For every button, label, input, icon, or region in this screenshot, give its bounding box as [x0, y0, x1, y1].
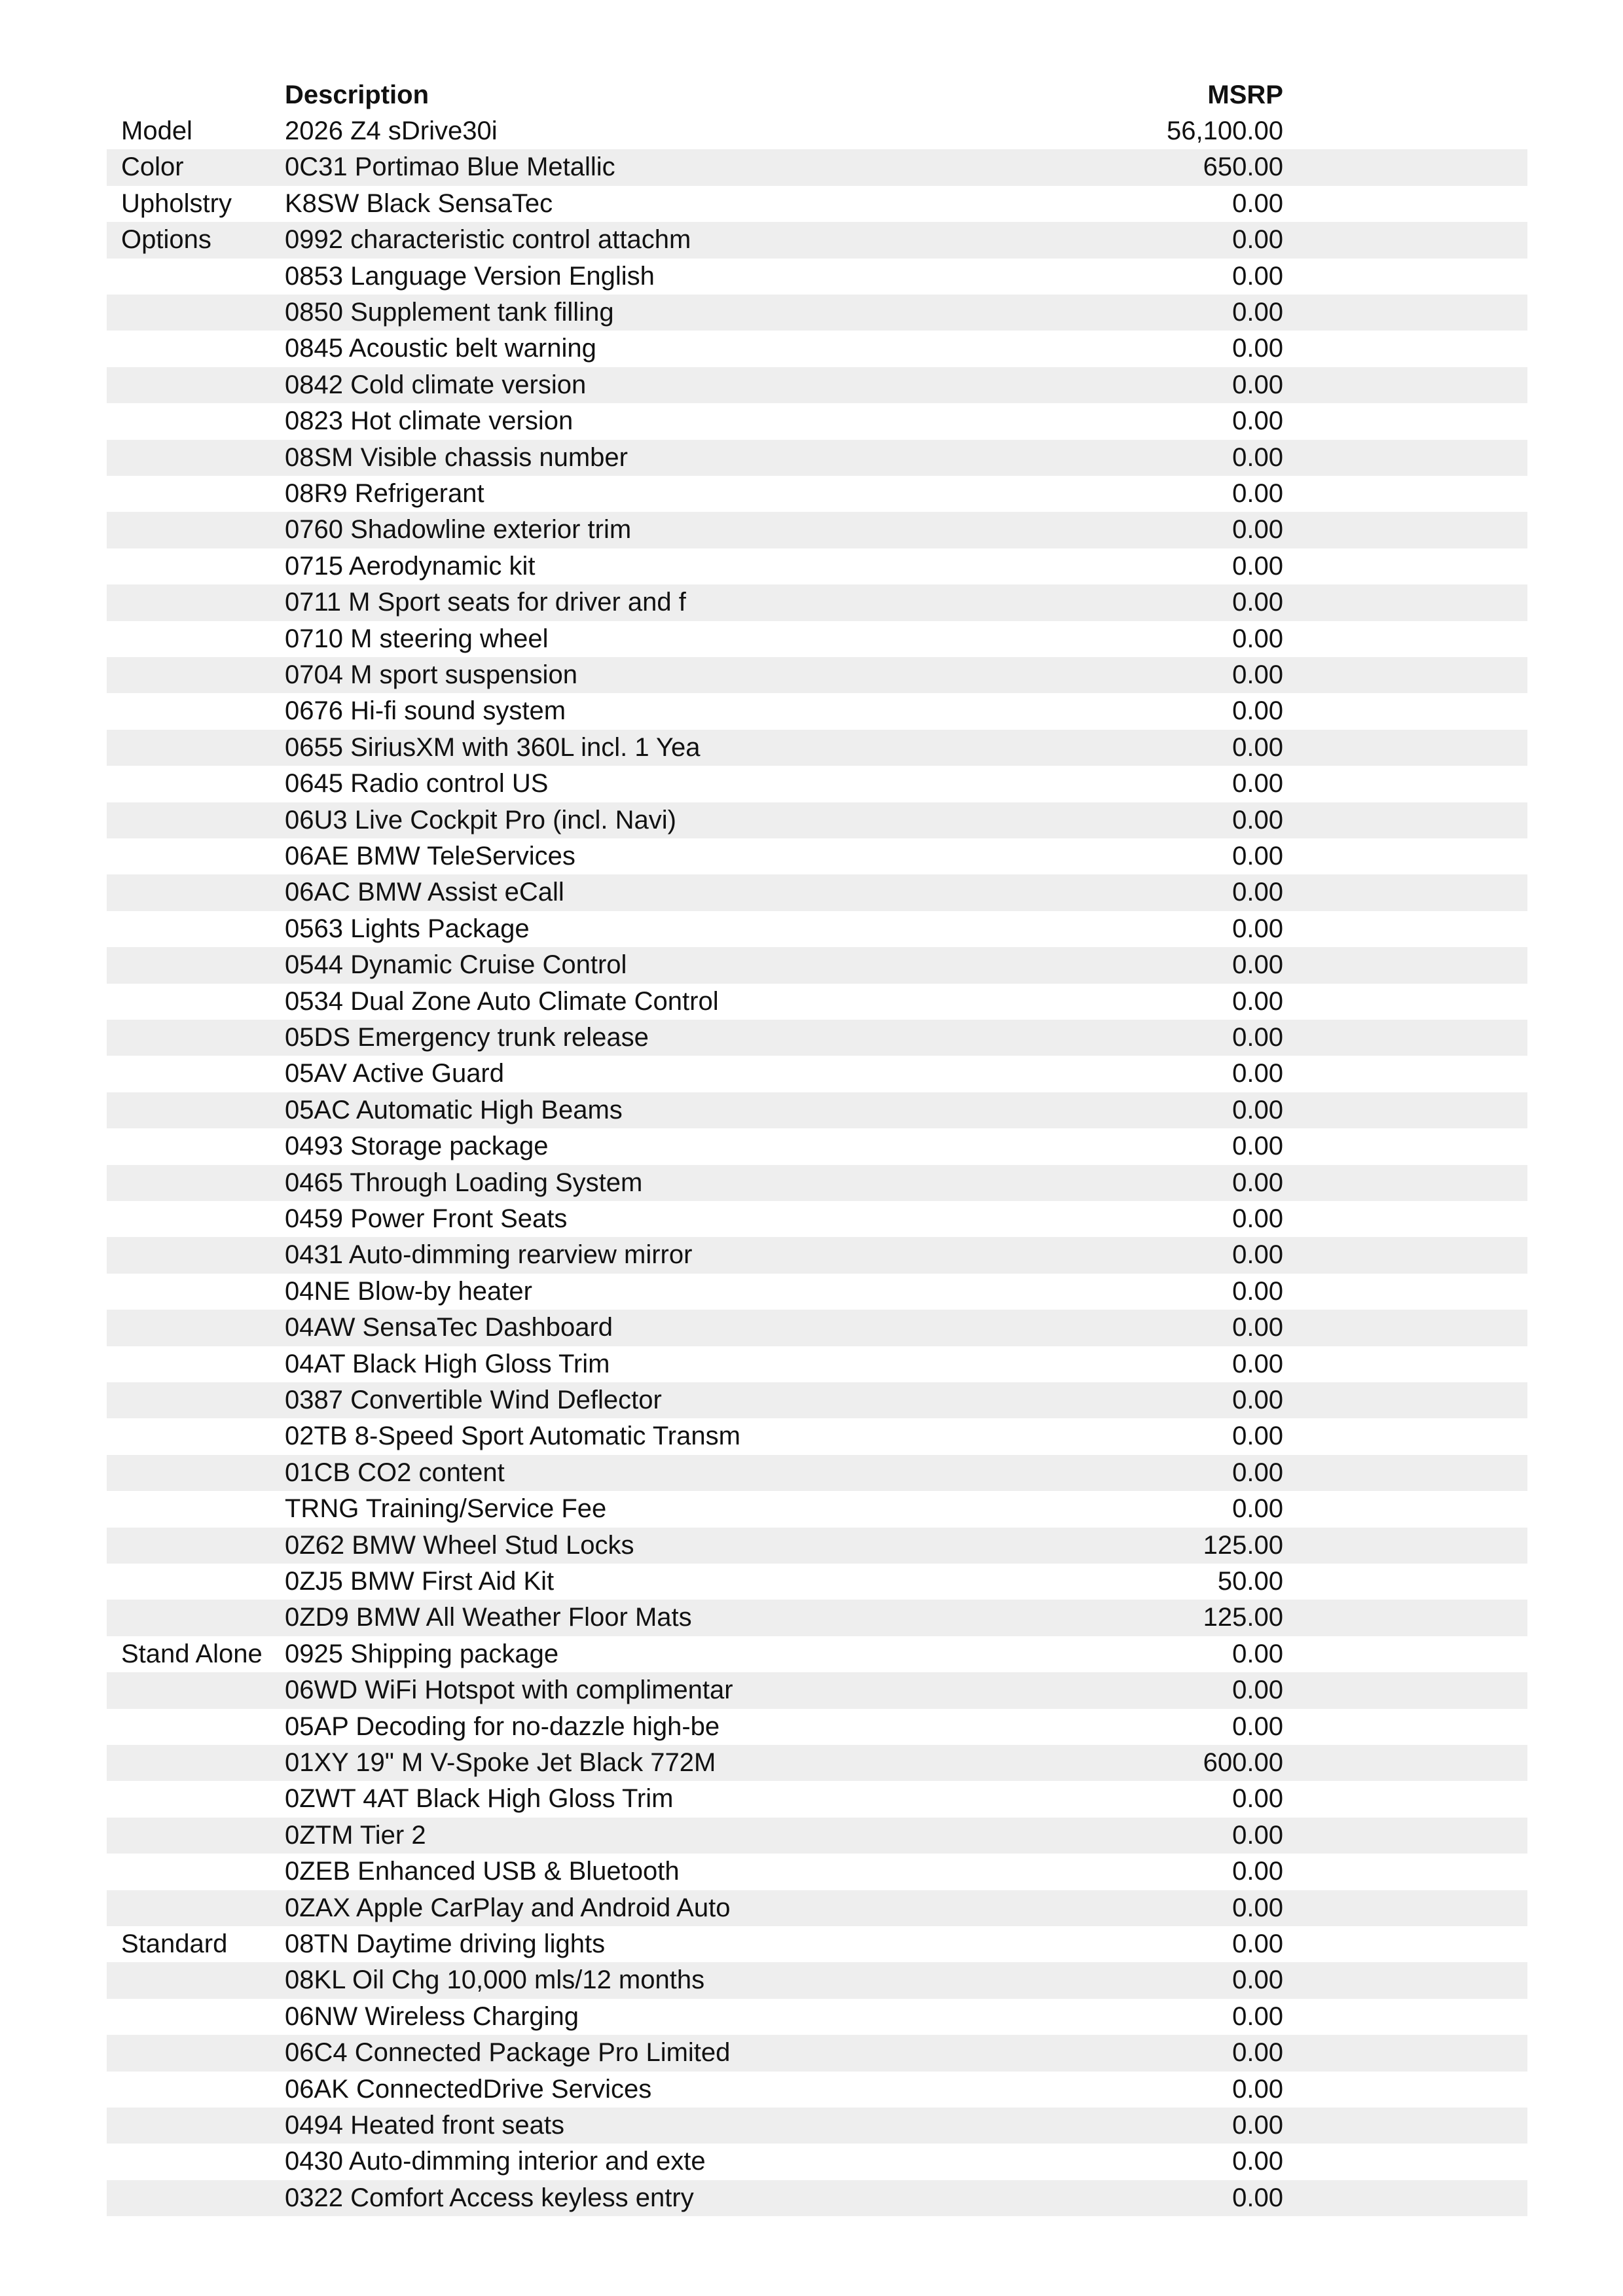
row-description: 05AP Decoding for no-dazzle high-be — [285, 1712, 720, 1741]
table-row — [107, 259, 1527, 295]
row-description: 06NW Wireless Charging — [285, 2001, 579, 2031]
row-description: 05AC Automatic High Beams — [285, 1095, 623, 1124]
row-description: 06AC BMW Assist eCall — [285, 878, 564, 907]
row-msrp: 0.00 — [1232, 842, 1283, 870]
row-msrp: 0.00 — [1232, 225, 1283, 255]
row-description: 05AV Active Guard — [285, 1059, 504, 1088]
table-row — [107, 911, 1527, 947]
row-msrp: 0.00 — [1232, 551, 1283, 581]
row-msrp: 0.00 — [1232, 1857, 1283, 1886]
row-msrp: 0.00 — [1232, 1676, 1283, 1705]
row-msrp: 0.00 — [1232, 1313, 1283, 1342]
table-row — [107, 186, 1527, 222]
table-row — [107, 1310, 1527, 1346]
table-row — [107, 766, 1527, 802]
table-row — [107, 476, 1527, 512]
row-description: 0992 characteristic control attachm — [285, 225, 691, 255]
row-description: 08SM Visible chassis number — [285, 442, 628, 472]
table-row — [107, 1890, 1527, 1926]
row-description: 0676 Hi-fi sound system — [285, 696, 566, 726]
row-msrp: 0.00 — [1232, 515, 1283, 545]
row-msrp: 0.00 — [1232, 406, 1283, 436]
row-msrp: 0.00 — [1232, 1386, 1283, 1414]
row-description: 06AE BMW TeleServices — [285, 842, 575, 870]
row-description: 0ZEB Enhanced USB & Bluetooth — [285, 1857, 680, 1886]
description-header: Description — [285, 81, 429, 109]
row-msrp: 0.00 — [1232, 1349, 1283, 1378]
row-description: 0655 SiriusXM with 360L incl. 1 Yea — [285, 732, 701, 762]
row-msrp: 0.00 — [1232, 769, 1283, 798]
row-msrp: 0.00 — [1232, 624, 1283, 653]
table-row — [107, 331, 1527, 367]
row-category: Model — [121, 117, 192, 145]
table-row — [107, 149, 1527, 185]
row-msrp: 0.00 — [1232, 2038, 1283, 2068]
table-row — [107, 947, 1527, 983]
table-row — [107, 1636, 1527, 1672]
row-msrp: 50.00 — [1217, 1567, 1283, 1596]
row-description: 0715 Aerodynamic kit — [285, 551, 536, 581]
row-description: 0563 Lights Package — [285, 914, 530, 943]
table-row — [107, 1382, 1527, 1418]
table-row — [107, 1020, 1527, 1056]
row-description: 01CB CO2 content — [285, 1458, 505, 1487]
row-msrp: 0.00 — [1232, 1929, 1283, 1958]
table-row — [107, 1056, 1527, 1092]
row-msrp: 0.00 — [1232, 588, 1283, 617]
table-row — [107, 113, 1527, 149]
row-description: K8SW Black SensaTec — [285, 188, 553, 218]
row-description: 0Z62 BMW Wheel Stud Locks — [285, 1530, 634, 1560]
table-row — [107, 1818, 1527, 1854]
table-row — [107, 295, 1527, 331]
row-msrp: 0.00 — [1232, 1276, 1283, 1306]
row-msrp: 0.00 — [1232, 1422, 1283, 1451]
table-row — [107, 222, 1527, 258]
row-msrp: 0.00 — [1232, 370, 1283, 399]
row-msrp: 0.00 — [1232, 1168, 1283, 1197]
row-msrp: 0.00 — [1232, 1494, 1283, 1524]
row-msrp: 0.00 — [1232, 188, 1283, 218]
table-row — [107, 1528, 1527, 1564]
row-description: 08R9 Refrigerant — [285, 479, 484, 508]
row-category: Upholstry — [121, 188, 232, 218]
row-description: 0ZWT 4AT Black High Gloss Trim — [285, 1784, 674, 1814]
table-row — [107, 1092, 1527, 1128]
row-msrp: 0.00 — [1232, 334, 1283, 363]
row-msrp: 600.00 — [1203, 1748, 1283, 1777]
row-msrp: 56,100.00 — [1167, 117, 1283, 145]
table-row — [107, 1600, 1527, 1636]
row-msrp: 0.00 — [1232, 732, 1283, 762]
row-msrp: 0.00 — [1232, 1132, 1283, 1161]
row-msrp: 0.00 — [1232, 986, 1283, 1016]
table-row — [107, 1491, 1527, 1527]
row-msrp: 0.00 — [1232, 696, 1283, 726]
row-msrp: 0.00 — [1232, 1965, 1283, 1995]
row-description: 05DS Emergency trunk release — [285, 1023, 649, 1052]
row-description: 0ZTM Tier 2 — [285, 1820, 426, 1850]
row-description: 0760 Shadowline exterior trim — [285, 515, 632, 545]
row-description: 0823 Hot climate version — [285, 406, 574, 436]
row-msrp: 0.00 — [1232, 950, 1283, 980]
row-description: 0459 Power Front Seats — [285, 1204, 568, 1233]
row-msrp: 0.00 — [1232, 1639, 1283, 1668]
table-row — [107, 403, 1527, 439]
row-msrp: 0.00 — [1232, 1820, 1283, 1850]
row-category: Standard — [121, 1929, 228, 1958]
row-description: 0387 Convertible Wind Deflector — [285, 1386, 662, 1414]
table-row — [107, 1999, 1527, 2035]
row-description: 04AW SensaTec Dashboard — [285, 1313, 613, 1342]
row-msrp: 0.00 — [1232, 261, 1283, 291]
row-msrp: 0.00 — [1232, 2147, 1283, 2176]
row-description: 06WD WiFi Hotspot with complimentar — [285, 1676, 733, 1705]
row-msrp: 0.00 — [1232, 1023, 1283, 1052]
row-description: 0645 Radio control US — [285, 769, 549, 798]
row-msrp: 0.00 — [1232, 1095, 1283, 1124]
table-row — [107, 621, 1527, 657]
row-msrp: 650.00 — [1203, 152, 1283, 182]
row-description: 0465 Through Loading System — [285, 1168, 643, 1197]
table-row — [107, 584, 1527, 620]
row-description: 0925 Shipping package — [285, 1639, 559, 1668]
table-row — [107, 2072, 1527, 2108]
row-msrp: 0.00 — [1232, 1059, 1283, 1088]
table-row — [107, 874, 1527, 910]
row-description: 06U3 Live Cockpit Pro (incl. Navi) — [285, 805, 676, 834]
row-msrp: 0.00 — [1232, 805, 1283, 834]
row-description: 04AT Black High Gloss Trim — [285, 1349, 610, 1378]
row-description: 08KL Oil Chg 10,000 mls/12 months — [285, 1965, 705, 1995]
row-description: 04NE Blow-by heater — [285, 1276, 532, 1306]
table-row — [107, 802, 1527, 838]
row-description: 0322 Comfort Access keyless entry — [285, 2183, 694, 2212]
row-msrp: 0.00 — [1232, 1893, 1283, 1922]
table-row — [107, 1745, 1527, 1781]
msrp-header: MSRP — [1207, 81, 1283, 109]
row-description: 0ZAX Apple CarPlay and Android Auto — [285, 1893, 731, 1922]
row-msrp: 0.00 — [1232, 2074, 1283, 2104]
row-description: 0704 M sport suspension — [285, 660, 577, 689]
row-msrp: 0.00 — [1232, 878, 1283, 907]
table-header — [107, 77, 1527, 113]
row-description: TRNG Training/Service Fee — [285, 1494, 607, 1524]
table-row — [107, 2035, 1527, 2071]
row-description: 0493 Storage package — [285, 1132, 549, 1161]
table-row — [107, 512, 1527, 548]
table-row — [107, 1201, 1527, 1237]
row-msrp: 0.00 — [1232, 660, 1283, 689]
row-msrp: 0.00 — [1232, 298, 1283, 327]
table-row — [107, 1346, 1527, 1382]
row-category: Options — [121, 225, 211, 255]
row-description: 06AK ConnectedDrive Services — [285, 2074, 652, 2104]
table-row — [107, 548, 1527, 584]
table-row — [107, 838, 1527, 874]
row-description: 2026 Z4 sDrive30i — [285, 117, 498, 145]
table-row — [107, 367, 1527, 403]
row-msrp: 0.00 — [1232, 442, 1283, 472]
row-description: 0534 Dual Zone Auto Climate Control — [285, 986, 719, 1016]
row-msrp: 0.00 — [1232, 2111, 1283, 2140]
row-description: 06C4 Connected Package Pro Limited — [285, 2038, 731, 2068]
row-msrp: 0.00 — [1232, 1784, 1283, 1814]
table-row — [107, 1128, 1527, 1164]
table-row — [107, 1672, 1527, 1708]
row-description: 08TN Daytime driving lights — [285, 1929, 606, 1958]
row-msrp: 0.00 — [1232, 1240, 1283, 1270]
row-description: 0853 Language Version English — [285, 261, 655, 291]
table-row — [107, 1709, 1527, 1745]
table-row — [107, 2108, 1527, 2144]
row-description: 0710 M steering wheel — [285, 624, 549, 653]
table-row — [107, 693, 1527, 729]
table-row — [107, 984, 1527, 1020]
row-description: 0711 M Sport seats for driver and f — [285, 588, 686, 617]
row-description: 0ZJ5 BMW First Aid Kit — [285, 1567, 555, 1596]
table-row — [107, 1418, 1527, 1454]
row-description: 01XY 19" M V-Spoke Jet Black 772M — [285, 1748, 716, 1777]
table-row — [107, 1274, 1527, 1310]
row-description: 0494 Heated front seats — [285, 2111, 564, 2140]
table-row — [107, 1926, 1527, 1962]
table-row — [107, 440, 1527, 476]
table-row — [107, 1455, 1527, 1491]
row-msrp: 0.00 — [1232, 914, 1283, 943]
table-row — [107, 730, 1527, 766]
row-msrp: 125.00 — [1203, 1530, 1283, 1560]
table-row — [107, 2144, 1527, 2179]
row-description: 0544 Dynamic Cruise Control — [285, 950, 627, 980]
row-description: 0C31 Portimao Blue Metallic — [285, 152, 615, 182]
row-msrp: 125.00 — [1203, 1603, 1283, 1632]
row-description: 0845 Acoustic belt warning — [285, 334, 596, 363]
table-row — [107, 1962, 1527, 1998]
row-description: 0842 Cold climate version — [285, 370, 587, 399]
row-category: Color — [121, 152, 184, 182]
row-category: Stand Alone — [121, 1639, 263, 1668]
row-description: 0430 Auto-dimming interior and exte — [285, 2147, 706, 2176]
table-row — [107, 1781, 1527, 1817]
table-row — [107, 1854, 1527, 1890]
row-description: 0850 Supplement tank filling — [285, 298, 614, 327]
row-msrp: 0.00 — [1232, 1458, 1283, 1487]
row-msrp: 0.00 — [1232, 1712, 1283, 1741]
table-row — [107, 1165, 1527, 1201]
row-msrp: 0.00 — [1232, 2183, 1283, 2212]
table-row — [107, 1237, 1527, 1273]
row-description: 0ZD9 BMW All Weather Floor Mats — [285, 1603, 692, 1632]
table-row — [107, 2180, 1527, 2216]
table-row — [107, 657, 1527, 693]
row-msrp: 0.00 — [1232, 1204, 1283, 1233]
row-description: 02TB 8-Speed Sport Automatic Transm — [285, 1422, 740, 1451]
row-description: 0431 Auto-dimming rearview mirror — [285, 1240, 693, 1270]
row-msrp: 0.00 — [1232, 479, 1283, 508]
row-msrp: 0.00 — [1232, 2001, 1283, 2031]
table-row — [107, 1564, 1527, 1600]
